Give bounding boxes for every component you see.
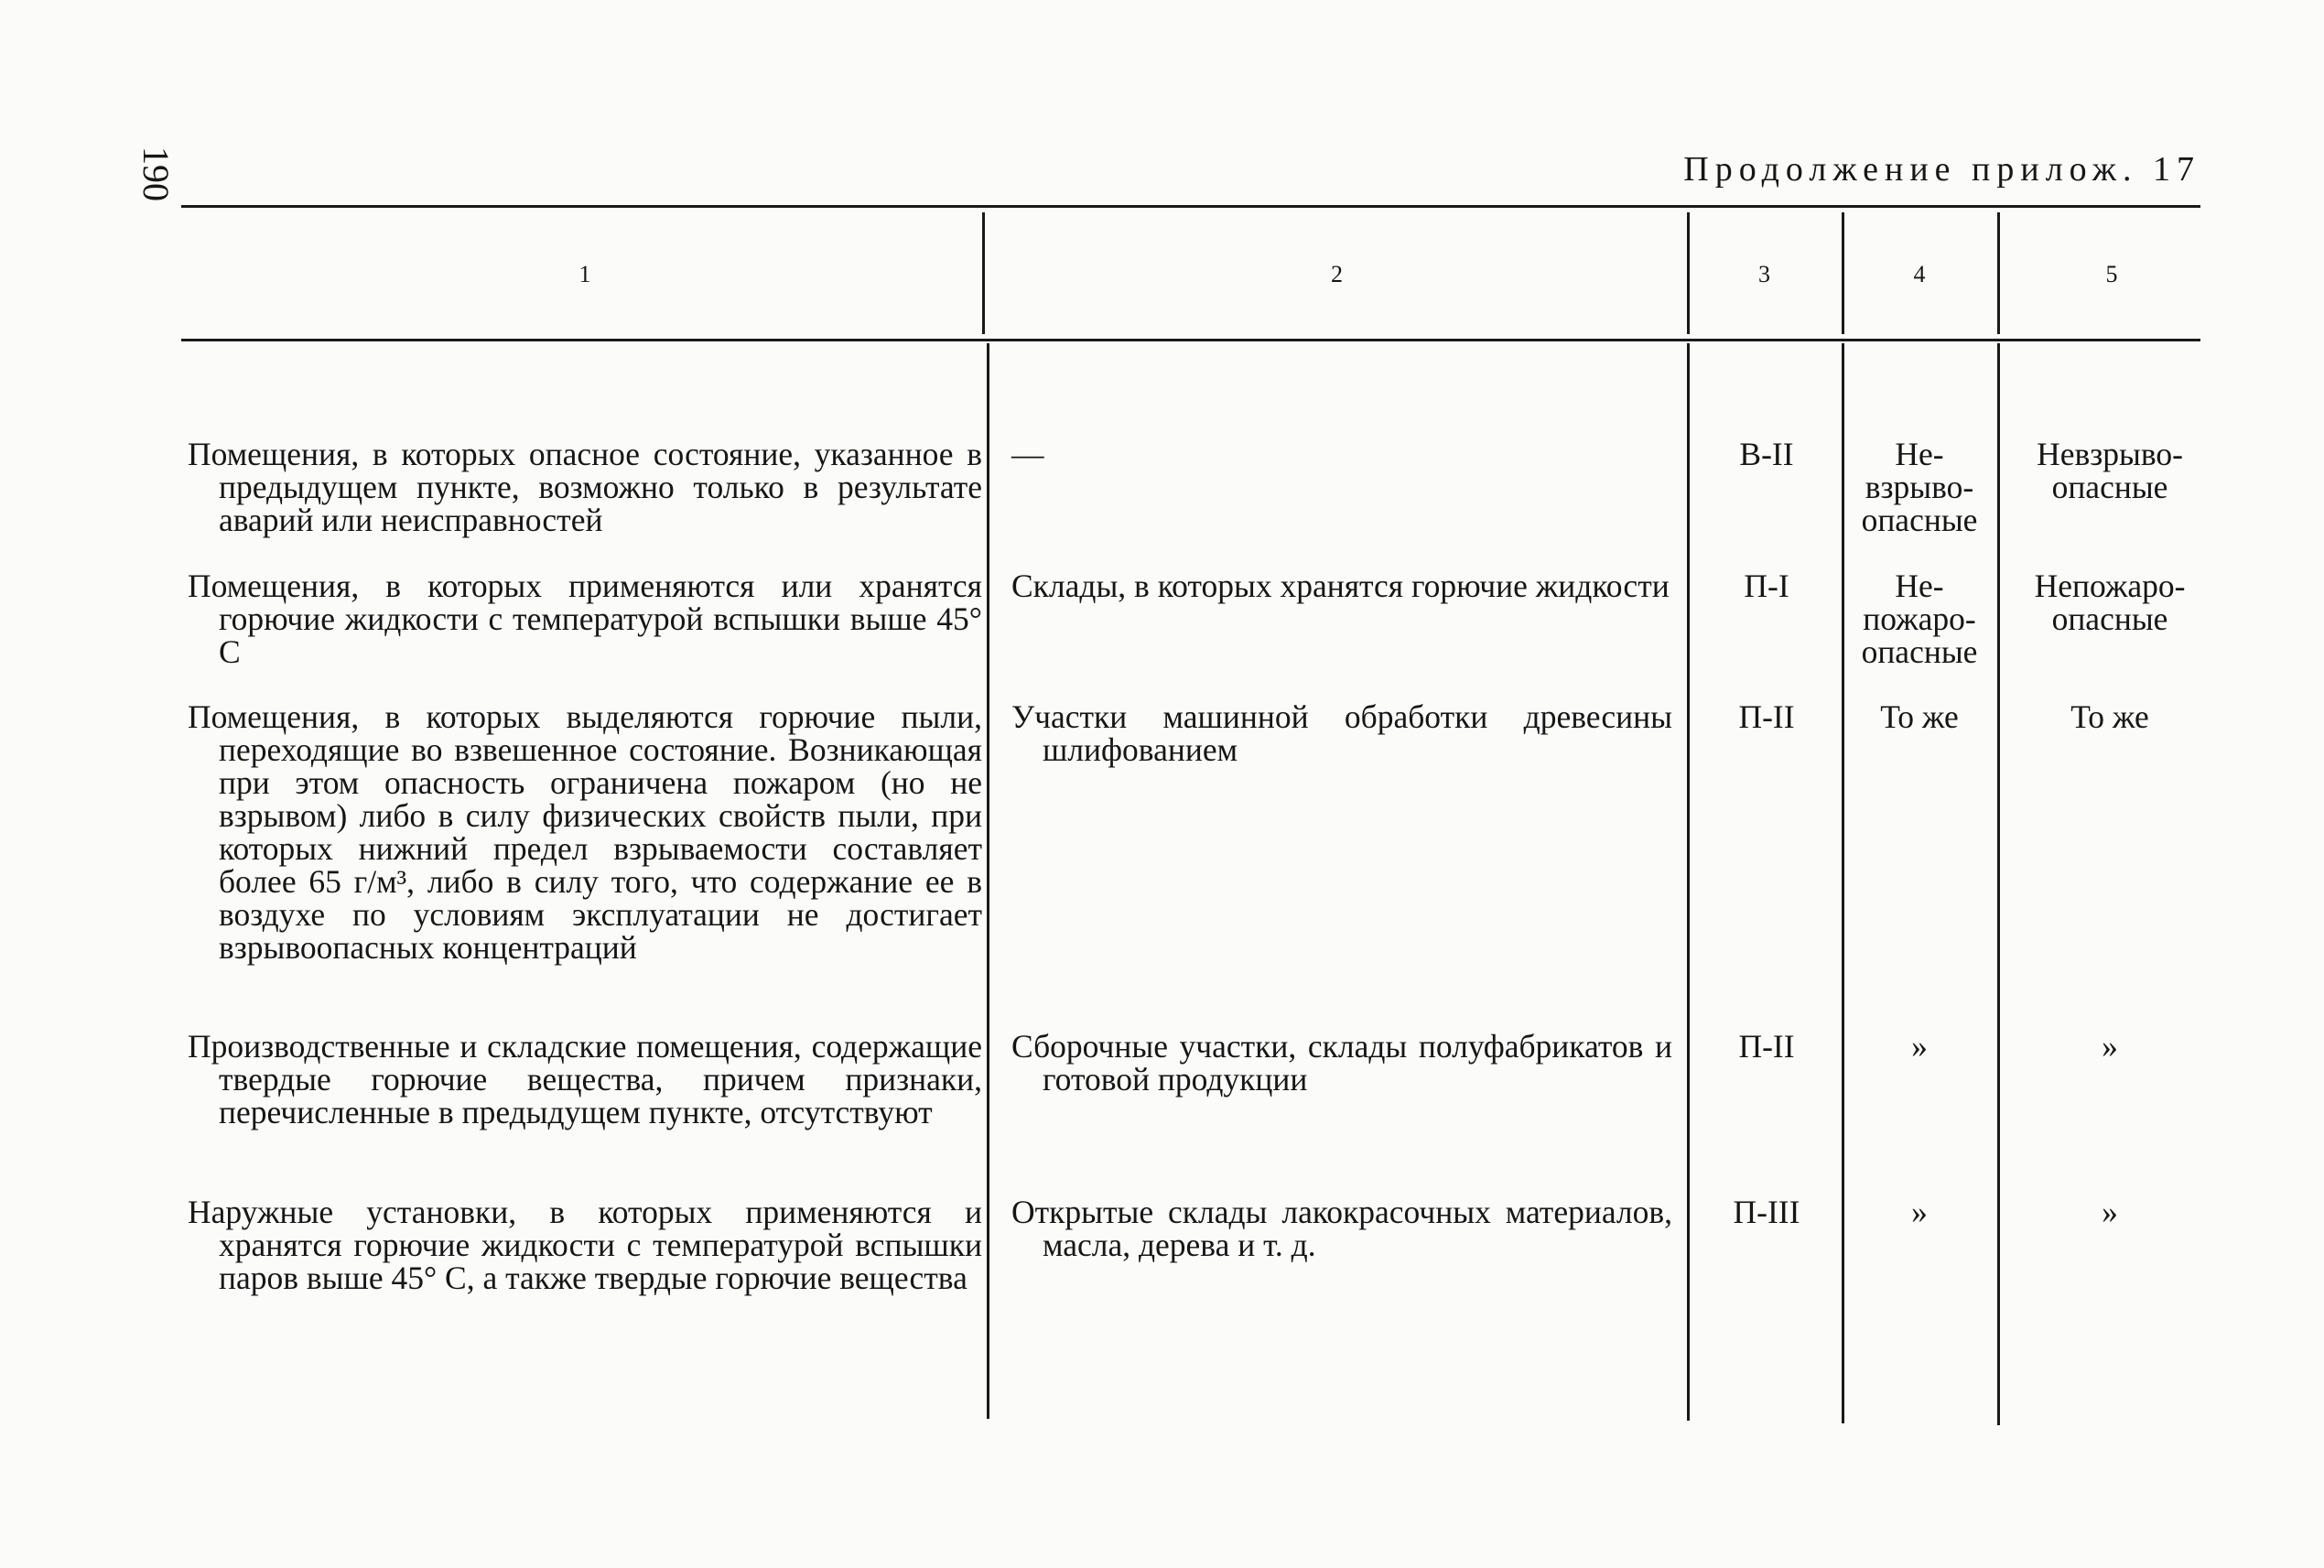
- class-code: В-II: [1739, 436, 1794, 472]
- room-description: Производственные и складские помещения, содержащие твердые горючие вещества, причем признаки, перечисленные в предыдущем пункте, отсутствуют: [188, 1028, 982, 1130]
- page-number: 190: [135, 146, 177, 201]
- hazard-category: Непожаро- опасные: [2034, 568, 2186, 637]
- hazard-category: »: [2102, 1194, 2118, 1230]
- examples-cell: Сборочные участки, склады полуфабрикатов и готовой продукции: [1011, 1028, 1672, 1098]
- column-header-5: 5: [2105, 261, 2118, 287]
- examples-cell: Участки машинной обработки древесины шлифованием: [1011, 698, 1672, 768]
- column-header-2: 2: [1331, 261, 1343, 287]
- room-description: Наружные установки, в которых применяются и хранятся горючие жидкости с температурой вспышки паров выше 45° С, а также твердые горючие вещества: [188, 1194, 982, 1296]
- body-divider-4: [1997, 343, 2000, 1425]
- table-header-rule: [181, 339, 2200, 341]
- explosion-category: Не- взрыво- опасные: [1861, 436, 1978, 538]
- hazard-category: »: [2102, 1028, 2118, 1065]
- table-top-rule: [181, 205, 2200, 208]
- room-description: Помещения, в которых опасное состояние, указанное в предыдущем пункте, возможно только в результате аварий или неисправностей: [188, 436, 982, 538]
- hazard-category: Невзрыво- опасные: [2037, 436, 2183, 505]
- continuation-title: Продолжение прилож. 17: [1683, 150, 2200, 189]
- column-header-1: 1: [578, 261, 591, 287]
- room-description: Помещения, в которых выделяются горючие пыли, переходящие во взвешенное состояние. Возникающая при этом опасность ограничена пожаром (но не взрывом) либо в силу физических свойств пыли, при которых нижний предел взрываемости составляет более 65 г/м³, либо в силу того, что содержание ее в воздухе по условиям эксплуатации не достигает взрывоопасных концентраций: [188, 698, 982, 966]
- class-code: П-II: [1738, 1028, 1795, 1065]
- body-divider-1: [987, 343, 989, 1419]
- examples-cell: Открытые склады лакокрасочных материалов, масла, дерева и т. д.: [1011, 1194, 1672, 1263]
- examples-cell: Склады, в которых хранятся горючие жидкости: [1011, 568, 1670, 604]
- class-code: П-III: [1733, 1194, 1800, 1230]
- explosion-category: »: [1911, 1028, 1928, 1065]
- body-divider-3: [1842, 343, 1844, 1423]
- class-code: П-II: [1738, 698, 1795, 735]
- header-divider-1: [982, 212, 985, 334]
- column-header-3: 3: [1758, 261, 1770, 287]
- body-divider-2: [1687, 343, 1690, 1421]
- examples-cell: —: [1011, 436, 1044, 472]
- hazard-category: То же: [2070, 698, 2149, 735]
- explosion-category: То же: [1880, 698, 1959, 735]
- explosion-category: Не- пожаро- опасные: [1861, 568, 1978, 670]
- room-description: Помещения, в которых применяются или хранятся горючие жидкости с температурой вспышки выше 45° С: [188, 568, 982, 670]
- explosion-category: »: [1911, 1194, 1928, 1230]
- class-code: П-I: [1744, 568, 1789, 604]
- column-header-4: 4: [1913, 261, 1926, 287]
